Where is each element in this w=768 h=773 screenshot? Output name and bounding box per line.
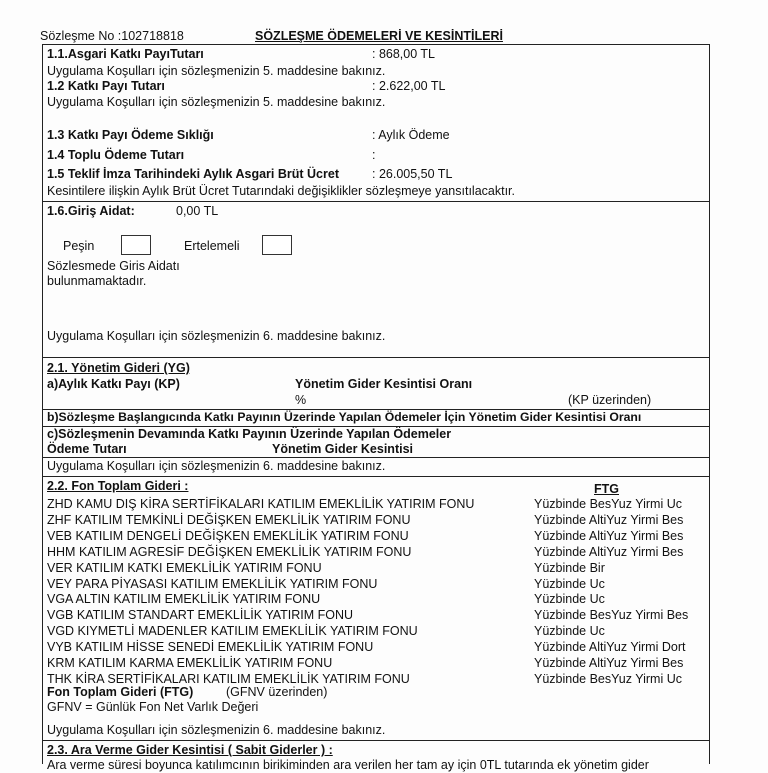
ara-verme-text: Ara verme süresi boyunca katılımcının birikiminden ara verilen her tam ay için 0TL tutarında ek yönetim gider <box>47 758 649 772</box>
fund-name: ZHD KAMU DIŞ KİRA SERTİFİKALARI KATILIM EMEKLİLİK YATIRIM FONU <box>47 497 475 511</box>
fund-name: VEB KATILIM DENGELİ DEĞİŞKEN EMEKLİLİK YATIRIM FONU <box>47 529 409 543</box>
fund-name: ZHF KATILIM TEMKİNLİ DEĞİŞKEN EMEKLİLİK YATIRIM FONU <box>47 513 411 527</box>
note-madde-5-a: Uygulama Koşulları için sözleşmenizin 5. maddesine bakınız. <box>47 64 386 78</box>
note-madde-5-b: Uygulama Koşulları için sözleşmenizin 5. maddesine bakınız. <box>47 95 386 109</box>
toplu-odeme-label: 1.4 Toplu Ödeme Tutarı <box>47 148 185 162</box>
percent-sign: % <box>295 393 307 407</box>
giris-aidati-text-1: Sözlesmede Giris Aidatı <box>47 259 180 273</box>
fund-ftg-value: Yüzbinde BesYuz Yirmi Uc <box>534 497 682 511</box>
fund-ftg-value: Yüzbinde AltiYuz Yirmi Dort <box>534 640 686 654</box>
note-madde-6-b: Uygulama Koşulları için sözleşmenizin 6. maddesine bakınız. <box>47 459 386 473</box>
fon-toplam-gideri-heading: 2.2. Fon Toplam Gideri : <box>47 479 189 493</box>
kp-uzerinden: (KP üzerinden) <box>568 393 652 407</box>
rule-after-1-6 <box>42 357 709 358</box>
kesinti-label: Yönetim Gider Kesintisi <box>272 442 414 456</box>
devam-odemeler-label: c)Sözleşmenin Devamında Katkı Payının Üzerinde Yapılan Ödemeler <box>47 427 452 441</box>
pesin-label: Peşin <box>63 239 95 253</box>
note-madde-6-c: Uygulama Koşulları için sözleşmenizin 6. maddesine bakınız. <box>47 723 386 737</box>
right-border <box>709 44 710 764</box>
toplu-odeme-value: : <box>372 148 376 162</box>
fund-name: KRM KATILIM KARMA EMEKLİLİK YATIRIM FONU <box>47 656 333 670</box>
kesinti-orani-label: Yönetim Gider Kesintisi Oranı <box>295 377 473 391</box>
fund-name: VYB KATILIM HİSSE SENEDİ EMEKLİLİK YATIRIM FONU <box>47 640 374 654</box>
fund-ftg-value: Yüzbinde Uc <box>534 577 605 591</box>
odeme-tutari-label: Ödeme Tutarı <box>47 442 127 456</box>
fund-ftg-value: Yüzbinde AltiYuz Yirmi Bes <box>534 529 684 543</box>
note-madde-6-a: Uygulama Koşulları için sözleşmenizin 6. maddesine bakınız. <box>47 329 386 343</box>
fund-name: VGD KIYMETLİ MADENLER KATILIM EMEKLİLİK YATIRIM FONU <box>47 624 418 638</box>
left-border <box>42 44 43 764</box>
fund-name: VGA ALTIN KATILIM EMEKLİLİK YATIRIM FONU <box>47 592 321 606</box>
fund-name: VGB KATILIM STANDART EMEKLİLİK YATIRIM FONU <box>47 608 354 622</box>
fund-ftg-value: Yüzbinde Uc <box>534 624 605 638</box>
fund-ftg-value: Yüzbinde Bir <box>534 561 605 575</box>
contract-number: Sözleşme No :102718818 <box>40 29 184 43</box>
odeme-sikligi-value: : Aylık Ödeme <box>372 128 450 142</box>
ara-verme-heading: 2.3. Ara Verme Gider Kesintisi ( Sabit Giderler ) : <box>47 743 333 757</box>
brut-ucret-note: Kesintilere ilişkin Aylık Brüt Ücret Tutarındaki değişiklikler sözleşmeye yansıtılacaktır. <box>47 184 516 198</box>
fund-ftg-value: Yüzbinde AltiYuz Yirmi Bes <box>534 656 684 670</box>
ertelemeli-checkbox[interactable] <box>262 235 292 255</box>
rule-top <box>42 44 709 45</box>
brut-ucret-value: : 26.005,50 TL <box>372 167 453 181</box>
baslangic-odemeler-label: b)Sözleşme Başlangıcında Katkı Payının Üzerinde Yapılan Ödemeler İçin Yönetim Gider Kesintisi Oranı <box>47 410 642 424</box>
aylik-katki-label: a)Aylık Katkı Payı (KP) <box>47 377 180 391</box>
giris-aidat-label: 1.6.Giriş Aidat: <box>47 204 135 218</box>
fund-name: VER KATILIM KATKI EMEKLİLİK YATIRIM FONU <box>47 561 322 575</box>
gfnv-definition: GFNV = Günlük Fon Net Varlık Değeri <box>47 700 259 714</box>
fund-ftg-value: Yüzbinde BesYuz Yirmi Uc <box>534 672 682 686</box>
asgari-katki-label: 1.1.Asgari Katkı PayıTutarı <box>47 47 204 61</box>
page-title: SÖZLEŞME ÖDEMELERİ VE KESİNTİLERİ <box>255 29 503 43</box>
rule-before-2-3 <box>42 740 709 741</box>
ftg-column-header: FTG <box>594 482 619 496</box>
pesin-checkbox[interactable] <box>121 235 151 255</box>
ftg-basis: (GFNV üzerinden) <box>226 685 328 699</box>
fund-ftg-value: Yüzbinde AltiYuz Yirmi Bes <box>534 513 684 527</box>
fund-name: THK KİRA SERTİFİKALARI KATILIM EMEKLİLİK YATIRIM FONU <box>47 672 410 686</box>
giris-aidati-text-2: bulunmamaktadır. <box>47 274 147 288</box>
odeme-sikligi-label: 1.3 Katkı Payı Ödeme Sıklığı <box>47 128 214 142</box>
rule-before-2-2 <box>42 476 709 477</box>
fund-name: HHM KATILIM AGRESİF DEĞİŞKEN EMEKLİLİK YATIRIM FONU <box>47 545 412 559</box>
rule-after-1-5 <box>42 201 709 202</box>
katki-payi-label: 1.2 Katkı Payı Tutarı <box>47 79 165 93</box>
brut-ucret-label: 1.5 Teklif İmza Tarihindeki Aylık Asgari Brüt Ücret <box>47 167 339 181</box>
fund-name: VEY PARA PİYASASI KATILIM EMEKLİLİK YATIRIM FONU <box>47 577 378 591</box>
ftg-label: Fon Toplam Gideri (FTG) <box>47 685 194 699</box>
katki-payi-value: : 2.622,00 TL <box>372 79 446 93</box>
asgari-katki-value: : 868,00 TL <box>372 47 436 61</box>
fund-ftg-value: Yüzbinde Uc <box>534 592 605 606</box>
rule-before-note <box>42 457 709 458</box>
ertelemeli-label: Ertelemeli <box>184 239 240 253</box>
yonetim-gideri-heading: 2.1. Yönetim Gideri (YG) <box>47 361 190 375</box>
giris-aidat-value: 0,00 TL <box>176 204 219 218</box>
fund-ftg-value: Yüzbinde BesYuz Yirmi Bes <box>534 608 689 622</box>
fund-ftg-value: Yüzbinde AltiYuz Yirmi Bes <box>534 545 684 559</box>
